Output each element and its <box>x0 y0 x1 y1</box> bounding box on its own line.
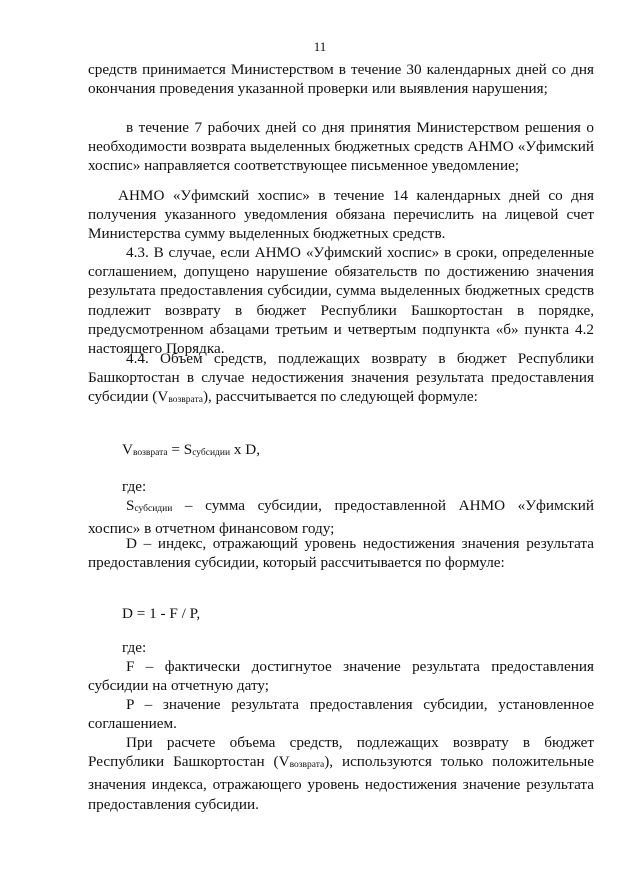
where-label-1: где: <box>122 478 147 495</box>
paragraph-positive-values: При расчете объема средств, подлежащих возврату в бюджет Республики Башкортостан (Vвозврата), используются только положительные значения индекса, отражающего уровень недостижения значение результата предоставления субсидии. <box>88 734 594 813</box>
formula-d: D = 1 - F / P, <box>122 605 201 622</box>
paragraph-transfer: АНМО «Уфимский хоспис» в течение 14 календарных дней со дня получения указанного уведомления обязана перечислить на лицевой счет Министерства сумму выделенных бюджетных средств. <box>88 187 594 243</box>
definition-s: Sсубсидии – сумма субсидии, предоставленной АНМО «Уфимский хоспис» в отчетном финансовом году; <box>88 497 594 538</box>
paragraph-4-3: 4.3. В случае, если АНМО «Уфимский хоспис» в сроки, определенные соглашением, допущено нарушение обязательств по достижению значения результата предоставления субсидии, сумма выделенных бюджетных средств подлежит возврату в бюджет Республики Башкортостан в порядке, предусмотренном абзацами третьим и четвертым подпункта «б» пункта 4.2 настоящего Порядка. <box>88 244 594 358</box>
where-label-2: где: <box>122 639 147 656</box>
page-number: 11 <box>313 39 327 54</box>
definition-d: D – индекс, отражающий уровень недостижения значения результата предоставления субсидии, который рассчитывается по формуле: <box>88 535 594 572</box>
paragraph-continuation: средств принимается Министерством в течение 30 календарных дней со дня окончания проведения указанной проверки или выявления нарушения; <box>88 61 594 98</box>
formula-v-return: Vвозврата = Sсубсидии x D, <box>122 441 261 458</box>
paragraph-4-4: 4.4. Объем средств, подлежащих возврату в бюджет Республики Башкортостан в случае недостижения значения результата предоставления субсидии (Vвозврата), рассчитывается по следующей формуле: <box>88 350 594 406</box>
paragraph-notification: в течение 7 рабочих дней со дня принятия Министерством решения о необходимости возврата выделенных бюджетных средств АНМО «Уфимский хоспис» направляется соответствующее письменное уведомление; <box>88 119 594 175</box>
definition-f: F – фактически достигнутое значение результата предоставления субсидии на отчетную дату; <box>88 658 594 695</box>
definition-p: P – значение результата предоставления субсидии, установленное соглашением. <box>88 696 594 733</box>
